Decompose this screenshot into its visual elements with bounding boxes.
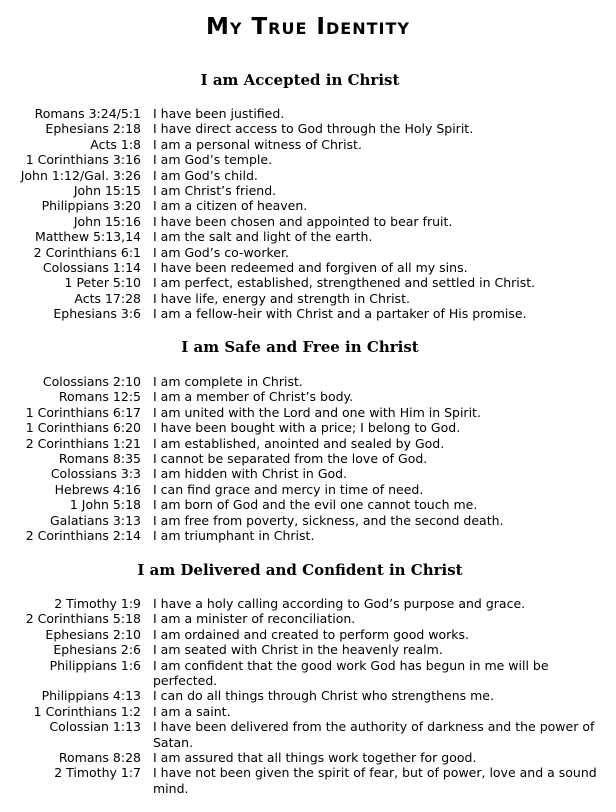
identity-statement: I am confident that the good work God has begun in me will be perfected. [153,657,549,689]
list-item [0,627,616,642]
list-accepted [0,106,616,322]
list-item [0,750,616,765]
scripture-ref: John 15:15 [73,183,141,199]
list-delivered-confident [0,596,616,796]
scripture-ref: Hebrews 4:16 [54,481,141,497]
scripture-ref: Romans 12:5 [58,389,141,405]
list-item [0,198,616,213]
scripture-ref: 2 Corinthians 6:1 [33,244,141,260]
list-item [0,168,616,183]
scripture-ref: Colossians 1:14 [42,260,141,276]
scripture-ref: John 1:12/Gal. 3:26 [20,167,141,183]
section-heading-delivered-confident: I am Delivered and Confident in Christ [137,561,463,579]
scripture-ref: 2 Timothy 1:9 [54,596,141,611]
list-item [0,704,616,719]
list-item [0,596,616,611]
list-item [0,482,616,497]
list-item [0,436,616,451]
list-item [0,497,616,512]
scripture-ref: Romans 8:28 [58,750,141,766]
identity-statement: I cannot be separated from the love of God. [153,451,428,467]
identity-statement: I have not been given the spirit of fear, but of power, love and a sound mind. [153,765,597,796]
identity-statement: I have been delivered from the authority of darkness and the power of Satan. [153,719,595,750]
list-item [0,106,616,121]
scripture-ref: Ephesians 2:18 [45,121,141,137]
scripture-ref: 1 Corinthians 6:20 [25,420,141,436]
scripture-ref: 2 Corinthians 2:14 [25,528,141,544]
list-item [0,642,616,657]
list-item [0,306,616,321]
list-safe-free [0,374,616,543]
list-item [0,528,616,543]
list-item [0,214,616,229]
list-item [0,121,616,136]
identity-statement: I can do all things through Christ who strengthens me. [153,688,494,704]
identity-statement: I am assured that all things work together for good. [153,750,477,766]
scripture-ref: Romans 8:35 [58,451,141,467]
list-item [0,291,616,306]
list-item [0,765,616,796]
identity-statement: I am complete in Christ. [153,374,303,389]
identity-statement: I have been justified. [153,106,285,121]
identity-statement: I am free from poverty, sickness, and the second death. [153,512,504,528]
list-item [0,229,616,244]
scripture-ref: Philippians 3:20 [41,198,141,214]
list-item [0,389,616,404]
scripture-ref: 2 Timothy 1:7 [54,765,141,781]
identity-statement: I am perfect, established, strengthened and settled in Christ. [153,275,536,291]
scripture-ref: Acts 1:8 [90,136,141,152]
scripture-ref: Colossian 1:13 [49,719,141,735]
scripture-ref: 1 Peter 5:10 [64,275,141,291]
list-item [0,183,616,198]
identity-statement: I am hidden with Christ in God. [153,466,348,482]
scripture-ref: Ephesians 2:6 [53,642,141,658]
identity-statement: I have life, energy and strength in Christ. [153,290,410,306]
section-heading-accepted: I am Accepted in Christ [200,71,400,89]
list-item [0,137,616,152]
scripture-ref: Philippians 1:6 [49,657,141,673]
list-item [0,245,616,260]
scripture-ref: 1 John 5:18 [69,497,141,513]
identity-statement: I am ordained and created to perform good works. [153,626,469,642]
identity-statement: I am united with the Lord and one with Him in Spirit. [153,404,481,420]
list-item [0,420,616,435]
identity-statement: I am a saint. [153,703,231,719]
scripture-ref: Romans 3:24/5:1 [34,106,141,121]
scripture-ref: Galatians 3:13 [50,512,141,528]
identity-statement: I am Christ’s friend. [153,183,277,199]
scripture-ref: 1 Corinthians 3:16 [25,152,141,168]
list-item [0,374,616,389]
list-item [0,152,616,167]
scripture-ref: 1 Corinthians 6:17 [25,404,141,420]
identity-statement: I can find grace and mercy in time of need. [153,481,424,497]
identity-statement: I have been bought with a price; I belong to God. [153,420,461,436]
scripture-ref: Matthew 5:13,14 [34,229,141,245]
identity-statement: I am triumphant in Christ. [153,528,315,544]
scripture-ref: Ephesians 3:6 [53,306,141,322]
scripture-ref: Colossians 3:3 [50,466,141,482]
scripture-ref: Philippians 4:13 [41,688,141,704]
scripture-ref: Ephesians 2:10 [45,626,141,642]
identity-statement: I have a holy calling according to God’s purpose and grace. [153,596,526,611]
list-item [0,688,616,703]
identity-statement: I am a minister of reconciliation. [153,611,356,627]
page-title: My True Identity [206,14,410,40]
list-item [0,611,616,626]
identity-statement: I have been redeemed and forgiven of all my sins. [153,260,468,276]
section-heading-safe-free: I am Safe and Free in Christ [181,338,419,356]
list-item [0,405,616,420]
list-item [0,513,616,528]
scripture-ref: Colossians 2:10 [42,374,141,389]
list-item [0,451,616,466]
scripture-ref: John 15:16 [73,213,141,229]
identity-statement: I am a personal witness of Christ. [153,136,362,152]
list-item [0,719,616,750]
scripture-ref: 2 Corinthians 5:18 [25,611,141,627]
identity-statement: I am a fellow-heir with Christ and a partaker of His promise. [153,306,527,322]
identity-statement: I have been chosen and appointed to bear fruit. [153,213,453,229]
list-item [0,466,616,481]
identity-statement: I am the salt and light of the earth. [153,229,373,245]
identity-statement: I am seated with Christ in the heavenly realm. [153,642,443,658]
scripture-ref: Acts 17:28 [74,290,141,306]
identity-statement: I am God’s temple. [153,152,273,168]
identity-statement: I am born of God and the evil one cannot touch me. [153,497,478,513]
identity-statement: I am a citizen of heaven. [153,198,308,214]
identity-statement: I am established, anointed and sealed by God. [153,435,445,451]
list-item [0,275,616,290]
list-item [0,658,616,689]
scripture-ref: 1 Corinthians 1:2 [33,703,141,719]
identity-statement: I have direct access to God through the Holy Spirit. [153,121,474,137]
identity-statement: I am God’s co-worker. [153,244,289,260]
list-item [0,260,616,275]
scripture-ref: 2 Corinthians 1:21 [25,435,141,451]
identity-statement: I am a member of Christ’s body. [153,389,354,405]
identity-statement: I am God’s child. [153,167,258,183]
